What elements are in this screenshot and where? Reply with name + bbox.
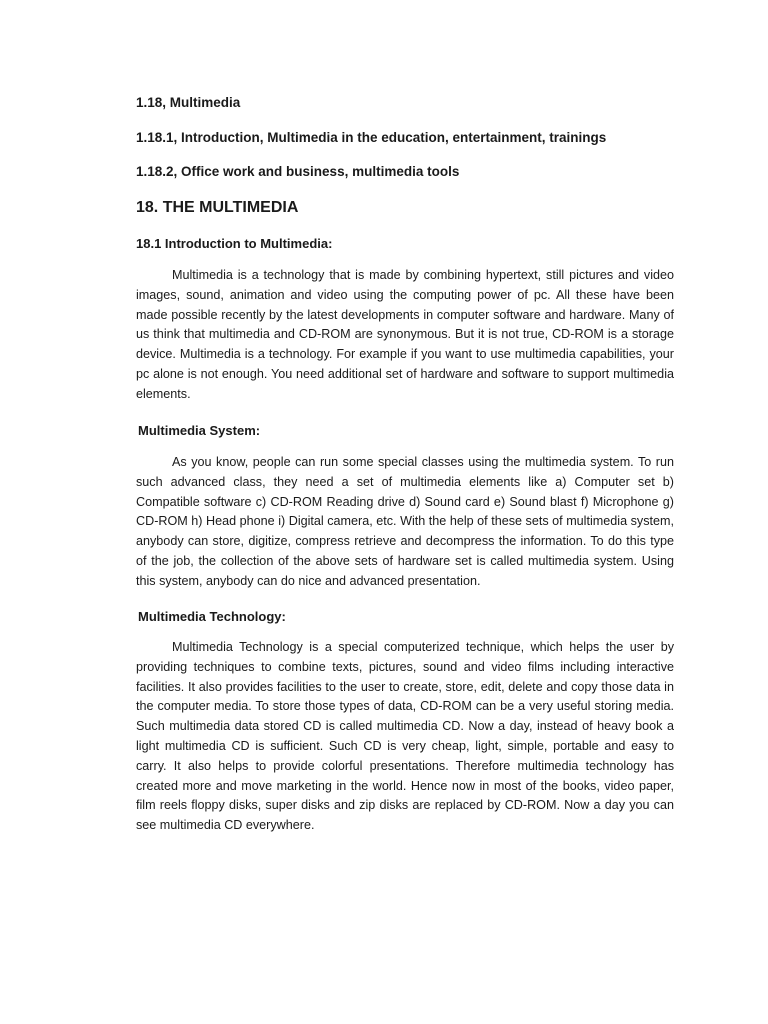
toc-line-2: 1.18.1, Introduction, Multimedia in the education, entertainment, trainings xyxy=(136,130,607,145)
system-paragraph: As you know, people can run some special classes using the multimedia system. To run such advanced class, they need a set of multimedia elements like a) Computer set b) Compatible software c) CD-ROM Reading drive d) Sound card e) Sound blast f) Microphone g) CD-ROM h) Head phone i) Digital camera, etc. With the help of these sets of multimedia system, anybody can store, digitize, compress retrieve and decompress the information. To do this type of the job, the collection of the above sets of hardware set is called multimedia system. Using this system, anybody can do nice and advanced presentation. xyxy=(136,455,674,588)
toc-line-3: 1.18.2, Office work and business, multimedia tools xyxy=(136,164,460,179)
system-heading: Multimedia System: xyxy=(138,423,261,438)
intro-heading: 18.1 Introduction to Multimedia: xyxy=(136,236,333,251)
toc-line-1: 1.18, Multimedia xyxy=(136,95,241,110)
intro-paragraph: Multimedia is a technology that is made by combining hypertext, still pictures and video images, sound, animation and video using the computing power of pc. All these have been made possible recently by the latest developments in computer software and hardware. Many of us think that multimedia and CD-ROM are synonymous. But it is not true, CD-ROM is a storage device. Multimedia is a technology. For example if you want to use multimedia capabilities, your pc alone is not enough. You need additional set of hardware and software to support multimedia elements. xyxy=(136,268,674,401)
technology-heading: Multimedia Technology: xyxy=(138,609,286,624)
chapter-title: 18. THE MULTIMEDIA xyxy=(136,199,299,216)
technology-paragraph: Multimedia Technology is a special computerized technique, which helps the user by providing techniques to combine texts, pictures, sound and video films including interactive facilities. It also provides facilities to the user to create, store, edit, delete and copy those data in the computer media. To store those types of data, CD-ROM can be a very useful storing media. Such multimedia data stored CD is called multimedia CD. Now a day, instead of heavy book a light multimedia CD is sufficient. Such CD is very cheap, light, simple, portable and easy to carry. It also helps to provide colorful presentations. Therefore multimedia technology has created more and move marketing in the world. Hence now in most of the books, video paper, film reels floppy disks, super disks and zip disks are replaced by CD-ROM. Now a day you can see multimedia CD everywhere. xyxy=(136,640,674,833)
